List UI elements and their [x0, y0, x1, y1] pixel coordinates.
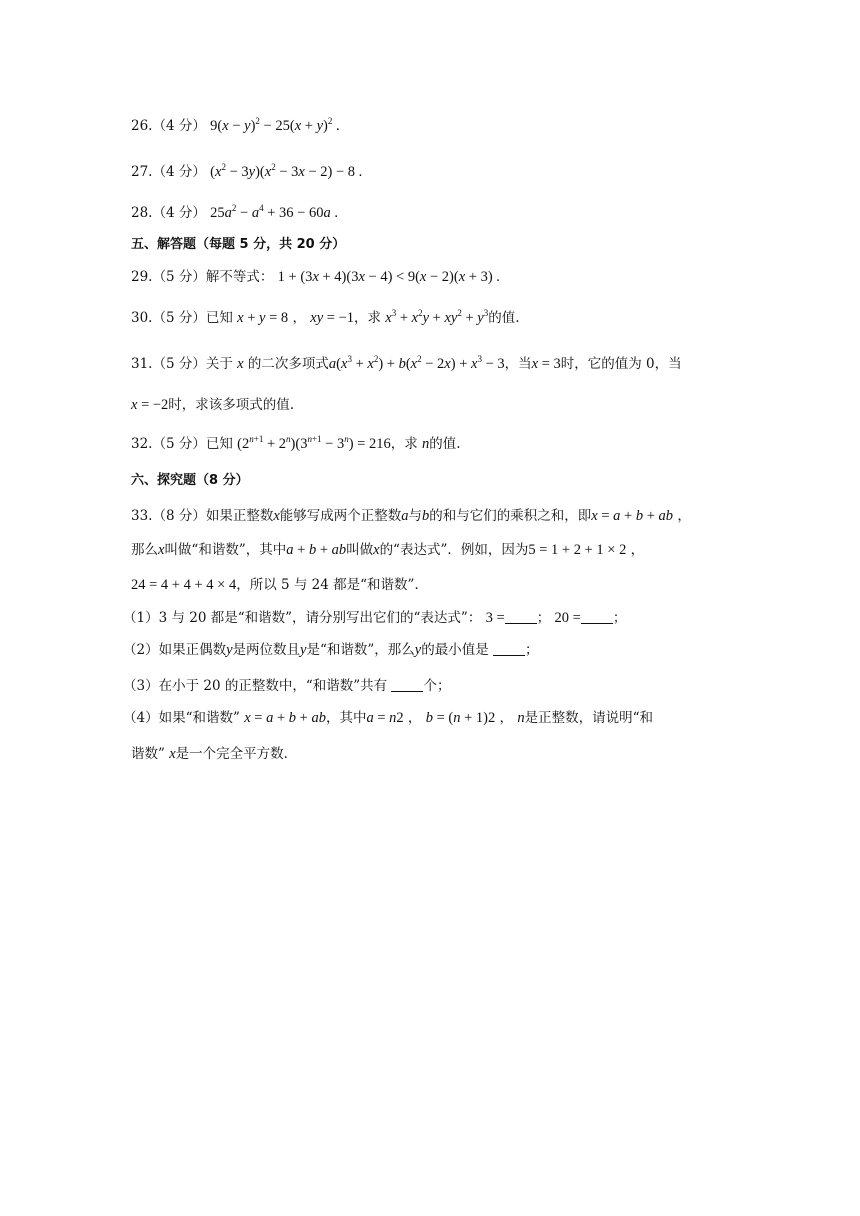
formula: $25a^2 - a^4 + 36 - 60a$ . — [210, 203, 338, 221]
problem-33-line2: 那么x叫做“和谐数”，其中a + b + ab叫做x的“表达式”．例如，因为5 = 1 + 2 + 1 × 2 ， — [131, 542, 645, 558]
answer-blank[interactable] — [505, 609, 537, 624]
problem-29: 29.（5 分）解不等式： 1 + (3x + 4)(3x − 4) < 9(x − 2)(x + 3) . — [131, 269, 500, 285]
problem-26: 26.（4 分） $9(x - y)^2 - 25(x + y)^2$ . — [131, 116, 340, 134]
question-1: （1）3 与 20 都是“和谐数”，请分别写出它们的“表达式”： 3 = ； 20 = ； — [123, 610, 627, 626]
answer-blank[interactable] — [391, 677, 423, 692]
formula: $9(x - y)^2 - 25(x + y)^2$ . — [210, 116, 340, 134]
answer-blank[interactable] — [581, 609, 613, 624]
problem-30: 30.（5 分）已知 x + y = 8 ， xy = −1，求 $x^3 + x^2y + xy^2 + y^3$的值. — [131, 308, 520, 326]
question-3: （3）在小于 20 的正整数中，“和谐数”共有 个； — [123, 678, 451, 694]
problem-31-cont: x = −2时，求该多项式的值. — [131, 397, 295, 413]
problem-28: 28.（4 分） $25a^2 - a^4 + 36 - 60a$ . — [131, 203, 338, 221]
question-2: （2）如果正偶数y是两位数且y是“和谐数”，那么y的最小值是 ； — [123, 642, 539, 658]
problem-32: 32.（5 分）已知 $(2^{n+1} + 2^n)(3^{n+1} - 3^n) = 216$，求 n的值. — [131, 434, 461, 452]
question-4-cont: 谐数” x是一个完全平方数． — [131, 746, 298, 762]
problem-27: 27.（4 分） $(x^2 - 3y)(x^2 - 3x - 2) - 8$ . — [131, 162, 363, 180]
answer-blank[interactable] — [493, 641, 525, 656]
formula: $(x^2 - 3y)(x^2 - 3x - 2) - 8$ . — [210, 162, 363, 180]
section-five-heading: 五、解答题（每题 5 分，共 20 分） — [131, 237, 346, 252]
problem-33: 33.（8 分）如果正整数x能够写成两个正整数a与b的和与它们的乘积之和，即x = a + b + ab ， — [131, 508, 691, 524]
problem-31: 31.（5 分）关于 x 的二次多项式$a(x^3 + x^2) + b(x^2 - 2x) + x^3 - 3$，当x = 3时，它的值为 0，当 — [131, 354, 682, 372]
problem-33-line3: 24 = 4 + 4 + 4 × 4，所以 5 与 24 都是“和谐数”． — [131, 577, 428, 593]
formula: 1 + (3x + 4)(3x − 4) < 9(x − 2)(x + 3) . — [277, 269, 500, 285]
question-4: （4）如果“和谐数” x = a + b + ab，其中a = n2 ， b = (n + 1)2 ， n是正整数，请说明“和 — [123, 710, 654, 726]
section-six-heading: 六、探究题（8 分） — [131, 473, 249, 488]
